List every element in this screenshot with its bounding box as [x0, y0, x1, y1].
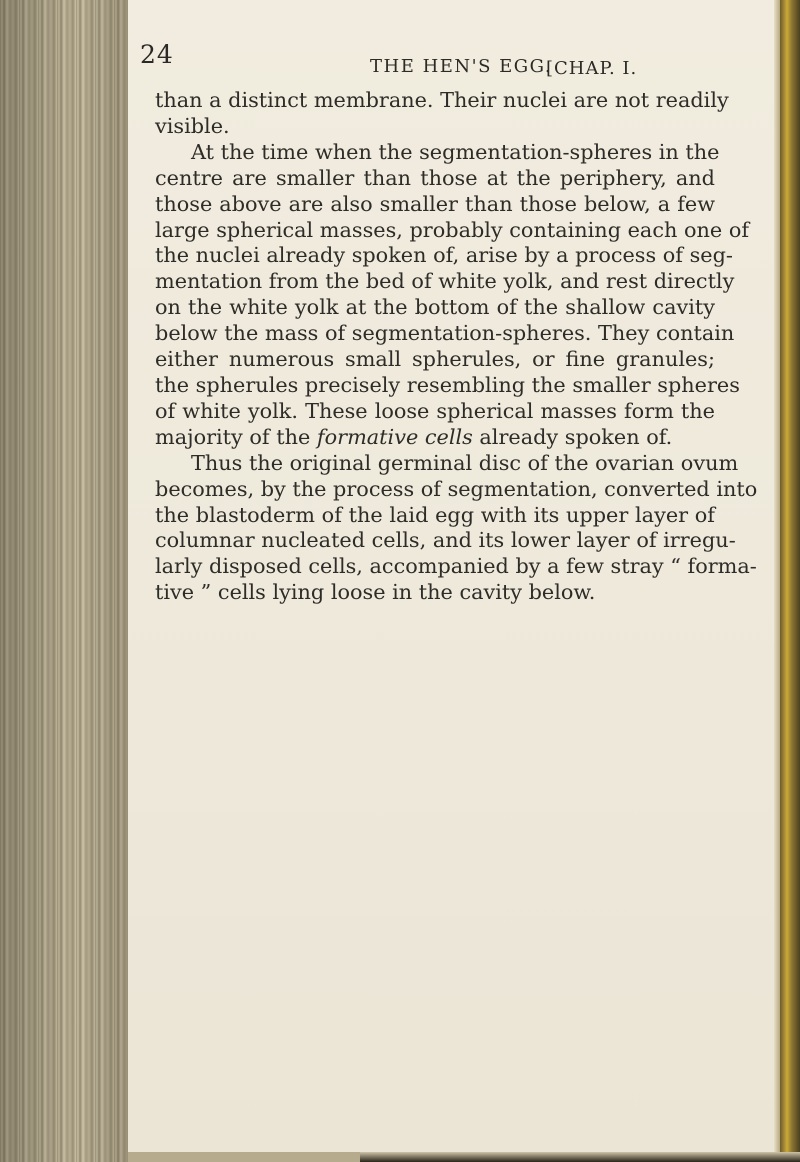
gutter-shadow — [0, 0, 128, 1162]
page-number: 24 — [140, 40, 174, 69]
text-line — [155, 425, 715, 451]
chapter-label: [CHAP. I. — [546, 58, 638, 79]
text-line: of white yolk. These loose spherical masses form the — [155, 398, 715, 423]
text-line: tive ” cells lying loose in the cavity below. — [155, 580, 596, 605]
text-line: the spherules precisely resembling the smaller spheres — [155, 372, 740, 397]
text-line: Thus the original germinal disc of the ovarian ovum — [191, 450, 739, 475]
text-line: large spherical masses, probably containing each one of — [155, 217, 750, 242]
text-line: At the time when the segmentation-spheres in the — [191, 139, 720, 164]
text-segment: already spoken of. — [472, 424, 673, 449]
text-line: mentation from the bed of white yolk, and rest directly — [155, 269, 735, 294]
text-line: centre are smaller than those at the periphery, and — [155, 165, 715, 190]
text-line: larly disposed cells, accompanied by a few stray “ forma- — [155, 554, 757, 579]
text-line: either numerous small spherules, or fine granules; — [155, 347, 715, 372]
text-line: the blastoderm of the laid egg with its upper layer of — [155, 502, 715, 527]
text-line: visible. — [155, 113, 230, 138]
bottom-edge — [360, 1152, 800, 1162]
text-line: on the white yolk at the bottom of the shallow cavity — [155, 295, 715, 320]
text-line: the nuclei already spoken of, arise by a process of seg- — [155, 243, 733, 268]
text-line: below the mass of segmentation-spheres. They contain — [155, 321, 735, 346]
paragraph-block — [155, 88, 750, 425]
text-line: those above are also smaller than those below, a few — [155, 191, 715, 216]
paragraph-block — [155, 450, 758, 606]
text-line: than a distinct membrane. Their nuclei are not readily — [155, 88, 729, 112]
text-segment: majority of the — [155, 424, 317, 449]
text-line: becomes, by the process of segmentation, converted into — [155, 476, 758, 501]
text-line: columnar nucleated cells, and its lower layer of irregu- — [155, 528, 736, 553]
book-binding — [780, 0, 800, 1162]
italic-term: formative cells — [316, 424, 473, 449]
running-title: THE HEN'S EGG. — [370, 56, 553, 77]
running-header — [140, 40, 720, 84]
body-text — [155, 88, 758, 606]
